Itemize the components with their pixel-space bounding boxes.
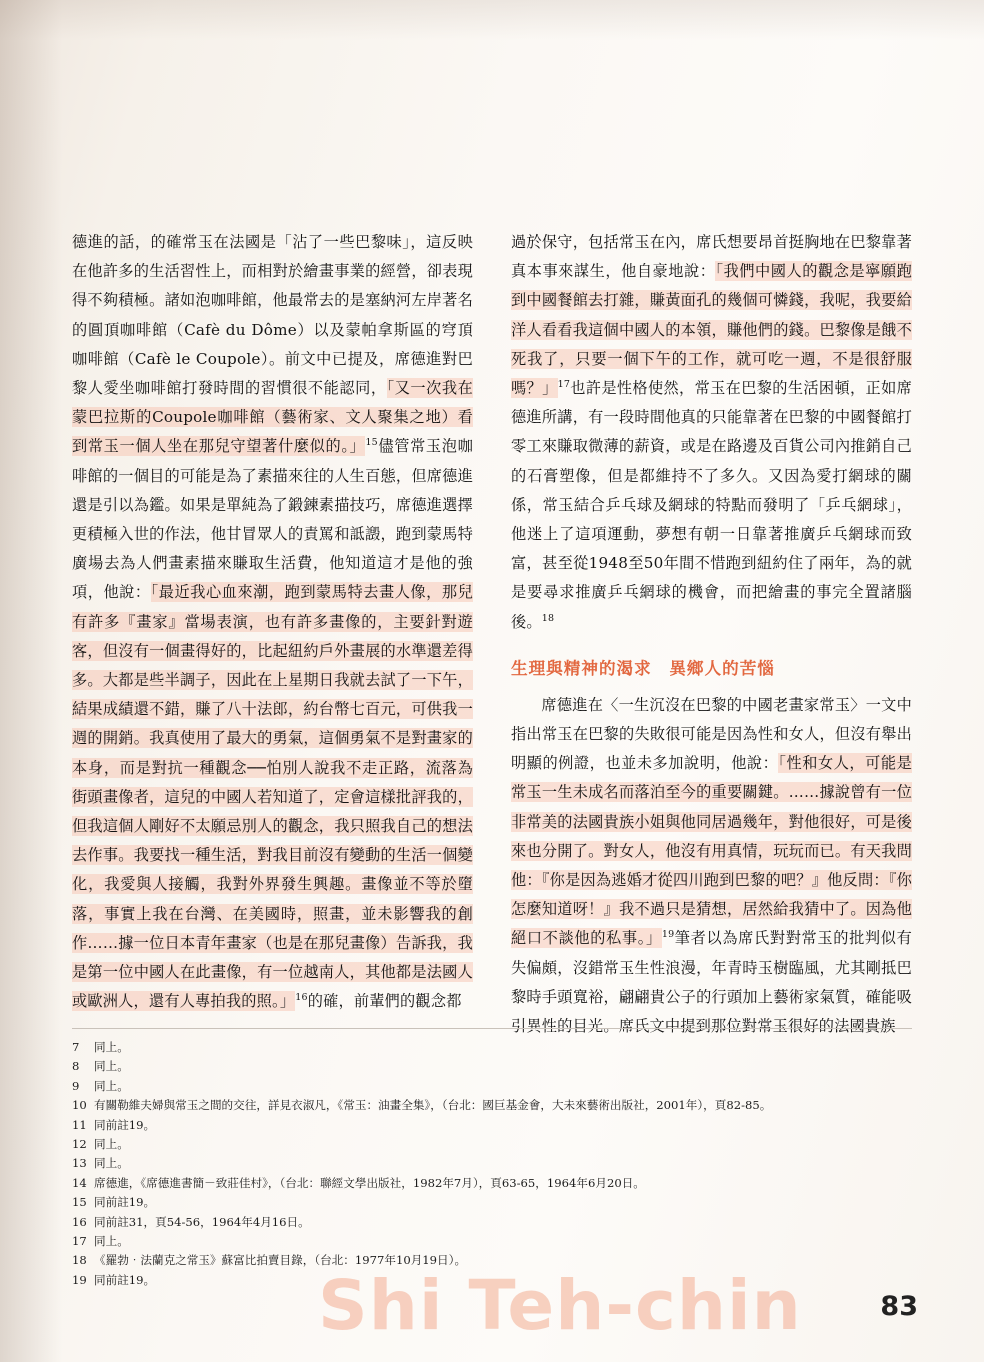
footnote-text: 有關勒維夫婦與常玉之間的交往，詳見衣淑凡，《常玉：油畫全集》，（台北：國巨基金會，大未來藝術出版社，2001年），頁82-85。 [94,1098,772,1113]
highlighted-quote: 「性和女人，可能是常玉一生未成名而落泊至今的重要關鍵。……據說曾有一位非常美的法國貴族小姐與他同居過幾年，對他很好，可是後來也分開了。對女人，他沒有用真情，玩玩而已。有天我問他：『你是因為逃婚才從四川跑到巴黎的吧？』他反問：『你怎麼知道呀！』我不過只是猜想，居然給我猜中了。因為他絕口不談他的私事。」 [511,754,913,948]
footnote-number: 14 [72,1175,87,1190]
footnote-separator [72,1028,912,1029]
right-column-paragraph-1 [511,228,912,637]
highlighted-quote: 「我們中國人的觀念是寧願跑到中國餐館去打雜，賺黃面孔的幾個可憐錢，我呢，我要給洋人看看我這個中國人的本領，賺他們的錢。巴黎像是餓不死我了，只要一個下午的工作，就可吃一週，不是很舒服嗎？」 [511,262,912,398]
body-text: 筆者以為席氏對對常玉的批判似有失偏頗，沒錯常玉生性浪漫，年青時玉樹臨風，尤其剛抵巴黎時手頭寬裕，翩翩貴公子的行頭加上藝術家氣質，確能吸引異性的目光。席氏文中提到那位對常玉很好的法國貴族 [511,929,913,1036]
footnote-text: 同上。 [94,1137,129,1152]
footnote-item [72,1116,918,1135]
section-heading: 生理與精神的渴求 異鄉人的苦惱 [511,657,775,678]
footnote-item [72,1057,918,1076]
body-text: 席德進在〈一生沉沒在巴黎的中國老畫家常玉〉一文中指出常玉在巴黎的失敗很可能是因為性和女人，但沒有舉出明顯的例證，也並未多加說明，他說： [511,695,912,773]
right-column-paragraph-2 [511,691,912,1041]
footnote-text: 同前註19。 [94,1117,156,1132]
footnote-list [72,1038,918,1290]
left-edge-shadow [0,0,62,1362]
footnote-item [72,1174,918,1193]
footnote-number: 15 [72,1195,87,1210]
body-text: 德進的話，的確常玉在法國是「沾了一些巴黎味」，這反映在他許多的生活習性上，而相對於繪畫事業的經營，卻表現得不夠積極。諸如泡咖啡館，他最常去的是塞納河左岸著名的圓頂咖啡館（Cafè du Dôme）以及蒙帕拿斯區的穹頂咖啡館（Cafè le Coupole）。前文中已提及，席德進對巴黎人愛坐咖啡館打發時間的習慣很不能認同， [72,233,473,398]
footnote-number: 11 [72,1117,87,1132]
page-number: 83 [880,1291,918,1322]
footnote-text: 席德進，《席德進書簡－致莊佳村》，（台北：聯經文學出版社，1982年7月），頁63-65，1964年6月20日。 [94,1175,645,1190]
left-column [72,228,473,1041]
footnote-reference: 15 [365,437,378,449]
footnote-text: 同前註19。 [94,1272,156,1287]
footnote-number: 13 [72,1156,87,1171]
left-column-paragraph [72,228,473,1016]
footnote-number: 12 [72,1137,87,1152]
footnote-text: 同上。 [94,1078,129,1093]
body-text: 的確，前輩們的觀念都 [307,992,462,1011]
highlighted-quote: 「最近我心血來潮，跑到蒙馬特去畫人像，那兒有許多『畫家』當場表演，也有許多畫像的，主要針對遊客，但沒有一個畫得好的，比起紐約戶外畫展的水準還差得多。大都是些半調子，因此在上星期日我就去試了一下午，結果成績還不錯，賺了八十法郎，約台幣七百元，可供我一週的開銷。我真使用了最大的勇氣，這個勇氣不是對畫家的本身，而是對抗一種觀念──怕別人說我不走正路，流落為街頭畫像者，這兒的中國人若知道了，定會這樣批評我的，但我這個人剛好不太願忌別人的觀念，我只照我自己的想法去作事。我要找一種生活，對我目前沒有變動的生活一個變化，我愛與人接觸，我對外界發生興趣。畫像並不等於墮落，事實上我在台灣、在美國時，照畫，並未影響我的創作……據一位日本青年畫家（也是在那兒畫像）告訴我，我是第一位中國人在此畫像，有一位越南人，其他都是法國人或歐洲人，還有人專拍我的照。」 [72,583,473,1011]
footnote-item [72,1038,918,1057]
two-column-body [72,228,912,1041]
footnote-number: 17 [72,1234,87,1249]
footnote-item [72,1213,918,1232]
footnote-number: 19 [72,1272,87,1287]
footnote-text: 同上。 [94,1156,129,1171]
footnote-text: 同前註31，頁54-56，1964年4月16日。 [94,1214,310,1229]
footnote-number: 7 [72,1040,80,1054]
footnote-item [72,1135,918,1154]
footnote-item [72,1154,918,1173]
footnote-number: 10 [72,1098,87,1113]
footnote-reference: 19 [661,929,675,941]
body-text: 也許是性格使然，常玉在巴黎的生活困頓，正如席德進所講，有一段時間他真的只能靠著在巴黎的中國餐館打零工來賺取微薄的薪資，或是在路邊及百貨公司內推銷自己的石膏塑像，但是都維持不了多久。又因為愛打網球的關係，常玉結合乒乓球及網球的特點而發明了「乒乓網球」，他迷上了這項運動，夢想有朝一日靠著推廣乒乓網球而致富，甚至從1948至50年間不惜跑到紐約住了兩年，為的就是要尋求推廣乒乓網球的機會，而把繪畫的事完全置諸腦後。 [511,379,912,631]
footnote-reference: 17 [557,378,571,390]
footnote-text: 同前註19。 [94,1195,156,1210]
page-watermark: Shi Teh-chin [318,1266,802,1346]
footnote-reference: 18 [541,612,555,624]
footnote-reference: 16 [295,992,308,1004]
highlighted-quote: 「又一次我在蒙巴拉斯的Coupole咖啡館（藝術家、文人聚集之地）看到常玉一個人坐在那兒守望著什麼似的。」 [72,379,473,456]
footnote-item [72,1232,918,1251]
footnote-number: 9 [72,1078,80,1093]
body-text: 過於保守，包括常玉在內，席氏想要昂首挺胸地在巴黎靠著真本事來謀生，他自豪地說： [511,233,912,281]
footnote-number: 16 [72,1214,87,1229]
footnote-text: 同上。 [94,1040,129,1054]
footnote-item [72,1096,918,1115]
top-edge-shadow [0,0,984,40]
right-column [511,228,912,1041]
footnote-text: 同上。 [94,1234,129,1249]
footnote-number: 8 [72,1059,80,1074]
footnote-text: 《羅勃‧法蘭克之常玉》蘇富比拍賣目錄，（台北：1977年10月19日）。 [94,1253,467,1268]
footnote-item [72,1193,918,1212]
body-text: 儘管常玉泡咖啡館的一個目的可能是為了素描來往的人生百態，但席德進還是引以為鑑。如果是單純為了鍛鍊素描技巧，席德進選擇更積極入世的作法，他甘冒眾人的責罵和詆譭，跑到蒙馬特廣場去為人們畫素描來賺取生活費，他知道這才是他的強項，他說： [72,437,474,602]
footnote-number: 18 [72,1253,87,1268]
footnote-text: 同上。 [94,1059,129,1074]
footnote-item [72,1077,918,1096]
